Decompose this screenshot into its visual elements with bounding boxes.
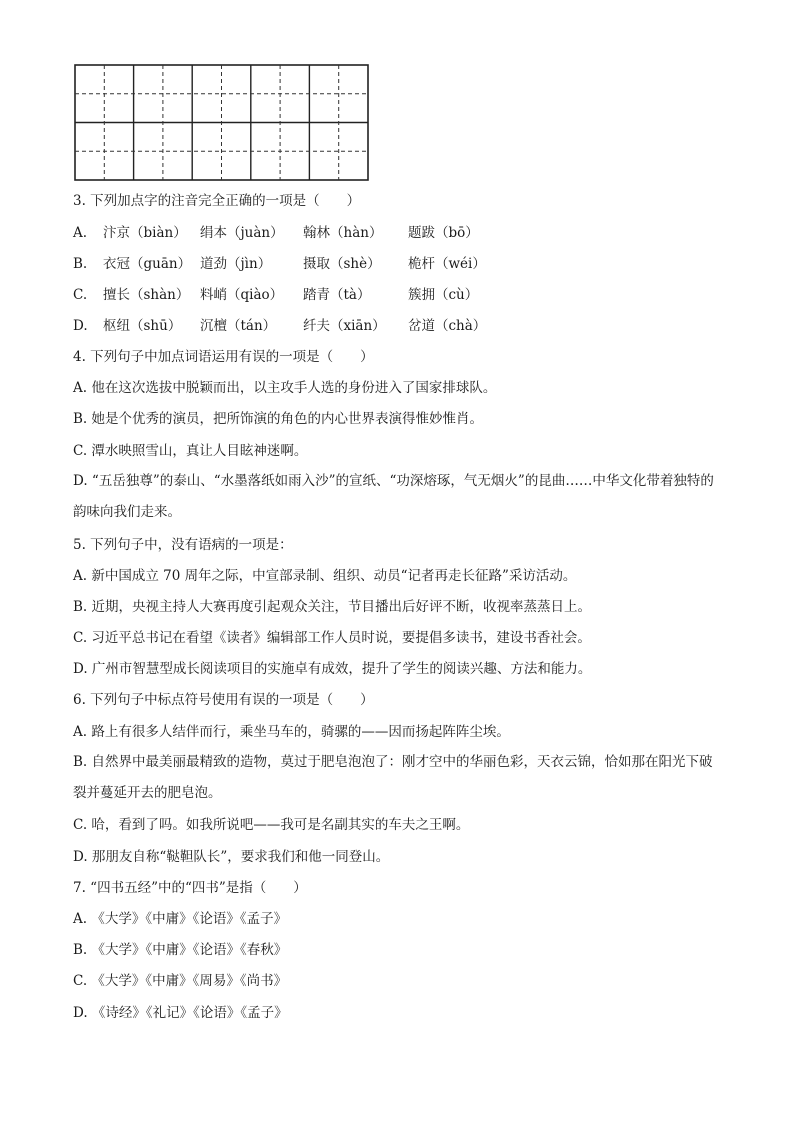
q3-item: 纤夫（xiān）: [303, 318, 386, 334]
q3-item: 桅杆（wéi）: [408, 256, 486, 272]
q4-option-c[interactable]: C. 潭水映照雪山，真让人目眩神迷啊。: [73, 443, 308, 459]
q3-item: 枢纽（shū）: [103, 318, 182, 334]
q3-item: 汴京（biàn）: [103, 225, 187, 241]
q3-option-label: D.: [73, 318, 88, 334]
q5-option-d[interactable]: D. 广州市智慧型成长阅读项目的实施卓有成效，提升了学生的阅读兴趣、方法和能力。: [73, 661, 592, 677]
q3-option-label: B.: [73, 256, 88, 272]
q3-item: 翰林（hàn）: [303, 225, 383, 241]
q3-stem: 3. 下列加点字的注音完全正确的一项是（ ）: [73, 193, 361, 209]
q7-option-a[interactable]: A. 《大学》《中庸》《论语》《孟子》: [73, 911, 288, 927]
q3-item: 料峭（qiào）: [200, 287, 284, 303]
q3-item: 簇拥（cù）: [408, 287, 479, 303]
q3-item: 绢本（juàn）: [200, 225, 284, 241]
q5-stem: 5. 下列句子中，没有语病的一项是：: [73, 537, 293, 553]
writing-grid-svg: [74, 64, 370, 182]
q3-option-a[interactable]: [73, 224, 479, 242]
q5-option-c[interactable]: C. 习近平总书记在看望《读者》编辑部工作人员时说，要提倡多读书，建设书香社会。: [73, 630, 591, 646]
q5-option-a[interactable]: A. 新中国成立 70 周年之际，中宣部录制、组织、动员“记者再走长征路”采访活动。: [73, 568, 577, 584]
q3-item: 衣冠（guān）: [103, 256, 192, 272]
writing-grid: [74, 64, 370, 186]
q3-item: 擅长（shàn）: [103, 287, 190, 303]
q6-option-a[interactable]: A. 路上有很多人结伴而行，乘坐马车的，骑骡的——因而扬起阵阵尘埃。: [73, 724, 510, 740]
q3-item: 题跋（bō）: [408, 225, 479, 241]
q3-item: 道劲（jìn）: [200, 256, 272, 272]
q3-option-b[interactable]: [73, 255, 486, 273]
q3-item: 摄取（shè）: [303, 256, 381, 272]
q7-option-c[interactable]: C. 《大学》《中庸》《周易》《尚书》: [73, 973, 288, 989]
q3-item: 岔道（chà）: [408, 318, 487, 334]
q3-item: 沉檀（tán）: [200, 318, 277, 334]
q7-stem: 7. “四书五经”中的“四书”是指（ ）: [73, 880, 307, 896]
q3-item: 踏青（tà）: [303, 287, 371, 303]
q6-option-c[interactable]: C. 哈，看到了吗。如我所说吧——我可是名副其实的车夫之王啊。: [73, 817, 470, 833]
q6-option-b[interactable]: B. 自然界中最美丽最精致的造物，莫过于肥皂泡泡了：刚才空中的华丽色彩，天衣云锦，恰如那在阳光下破裂并蔓延开去的肥皂泡。: [73, 754, 713, 801]
q3-option-label: A.: [73, 225, 88, 241]
q3-option-d[interactable]: [73, 317, 486, 335]
q3-option-c[interactable]: [73, 286, 478, 304]
q4-option-d[interactable]: D. “五岳独尊”的泰山、“水墨落纸如雨入沙”的宣纸、“功深熔琢，气无烟火”的昆曲……中华文化带着独特的韵味向我们走来。: [73, 473, 714, 520]
q6-option-d[interactable]: D. 那朋友自称“鞑靼队长”，要求我们和他一同登山。: [73, 849, 390, 865]
q7-option-d[interactable]: D. 《诗经》《礼记》《论语》《孟子》: [73, 1005, 288, 1021]
q5-option-b[interactable]: B. 近期，央视主持人大赛再度引起观众关注，节目播出后好评不断，收视率蒸蒸日上。: [73, 599, 592, 615]
q3-option-label: C.: [73, 287, 88, 303]
q4-stem: 4. 下列句子中加点词语运用有误的一项是（ ）: [73, 349, 374, 365]
q4-option-b[interactable]: B. 她是个优秀的演员，把所饰演的角色的内心世界表演得惟妙惟肖。: [73, 411, 484, 427]
q4-option-a[interactable]: A. 他在这次选拔中脱颖而出，以主攻手人选的身份进入了国家排球队。: [73, 380, 497, 396]
q7-option-b[interactable]: B. 《大学》《中庸》《论语》《春秋》: [73, 942, 288, 958]
q6-stem: 6. 下列句子中标点符号使用有误的一项是（ ）: [73, 692, 374, 708]
